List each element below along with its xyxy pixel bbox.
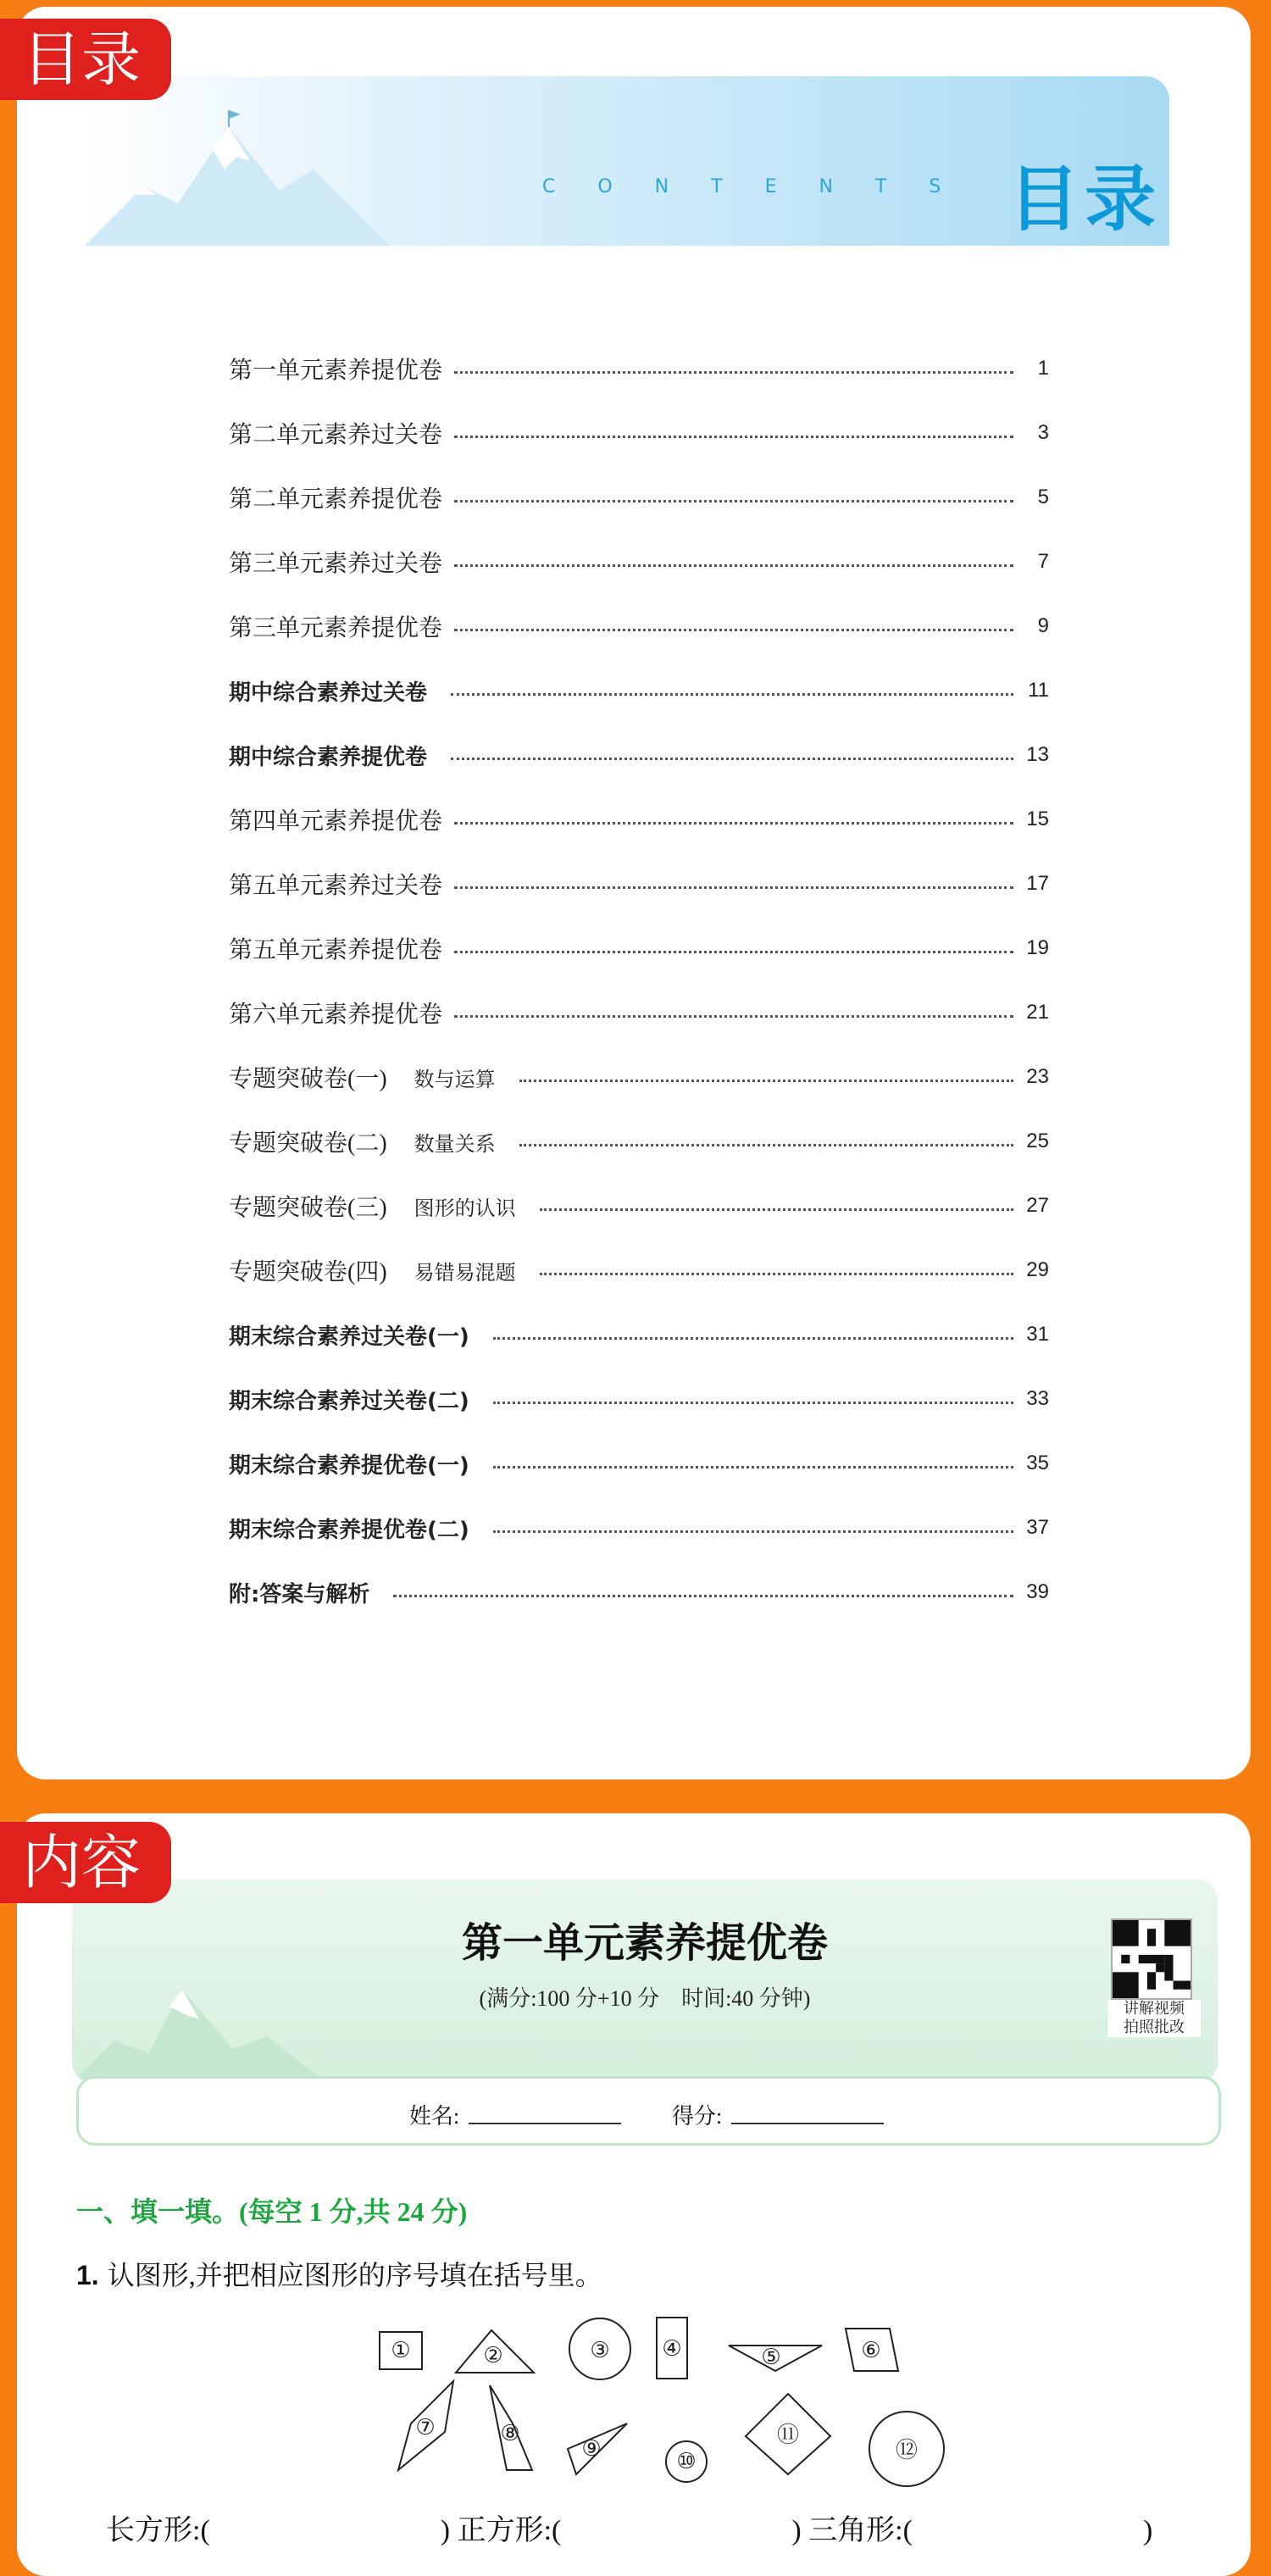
score-label: 得分: <box>672 2104 723 2129</box>
toc-entry[interactable] <box>229 541 1049 583</box>
toc-leader-dots <box>454 629 1013 631</box>
tab-toc: 目录 <box>0 19 171 100</box>
toc-leader-dots <box>454 886 1013 889</box>
toc-leader-dots <box>540 1208 1013 1211</box>
toc-entry[interactable] <box>229 1056 1049 1098</box>
qr-caption <box>1107 2000 1201 2037</box>
toc-leader-dots <box>493 1466 1013 1468</box>
toc-entry[interactable] <box>229 863 1049 905</box>
toc-entry[interactable] <box>229 1378 1049 1420</box>
toc-entry-page: 39 <box>1026 1580 1049 1603</box>
toc-entry[interactable] <box>229 347 1049 390</box>
toc-entry-title: 专题突破卷(一) <box>229 1066 387 1092</box>
toc-leader-dots <box>454 371 1013 374</box>
toc-leader-dots <box>393 1595 1013 1597</box>
paper-title: 第一单元素养提优卷 <box>461 1921 828 1966</box>
toc-entry-title: 第一单元素养提优卷 <box>229 358 443 384</box>
toc-entry[interactable] <box>229 1507 1049 1549</box>
toc-leader-dots <box>493 1337 1013 1340</box>
toc-entry-page: 27 <box>1026 1194 1049 1217</box>
toc-entry[interactable] <box>229 734 1049 776</box>
shape-label: ④ <box>662 2336 682 2362</box>
shape-label: ② <box>483 2343 503 2368</box>
toc-entry-title: 期末综合素养过关卷(二) <box>229 1388 469 1414</box>
shape-label: ⑧ <box>500 2421 520 2446</box>
shape-label: ⑩ <box>676 2449 697 2474</box>
toc-leader-dots <box>454 1015 1013 1018</box>
toc-entry-subtitle: 易错易混题 <box>413 1262 516 1285</box>
answer-line: 长方形:( ) 正方形:( ) 三角形:( ) <box>106 2515 1153 2546</box>
toc-entry[interactable] <box>229 927 1049 969</box>
shape-label: ⑫ <box>895 2438 919 2463</box>
toc-entry-title: 第三单元素养过关卷 <box>229 551 443 577</box>
toc-entry-title: 专题突破卷(四) <box>229 1259 387 1285</box>
qr-code-icon <box>1111 1918 1192 2000</box>
toc-entry-page: 17 <box>1026 872 1049 895</box>
toc-entry-title: 专题突破卷(三) <box>229 1195 387 1221</box>
toc-entry[interactable] <box>229 798 1049 841</box>
toc-leader-dots <box>493 1530 1013 1533</box>
shape-label: ⑪ <box>776 2423 800 2448</box>
shape-label: ⑦ <box>415 2415 436 2440</box>
toc-entry-subtitle: 数量关系 <box>413 1133 496 1156</box>
toc-entry[interactable] <box>229 1313 1049 1356</box>
toc-banner <box>85 76 1169 246</box>
toc-entry-title: 期末综合素养过关卷(一) <box>229 1324 469 1350</box>
toc-leader-dots <box>454 500 1013 502</box>
toc-leader-dots <box>454 822 1013 824</box>
toc-entry[interactable] <box>229 476 1049 519</box>
toc-entry-page: 9 <box>1037 614 1049 637</box>
toc-entry-page: 19 <box>1026 936 1049 959</box>
toc-entry[interactable] <box>229 605 1049 647</box>
toc-entry-title: 第五单元素养过关卷 <box>229 873 443 899</box>
toc-entry-page: 29 <box>1026 1258 1049 1281</box>
toc-leader-dots <box>519 1144 1013 1146</box>
name-score-bar <box>76 2076 1221 2146</box>
shape-label: ③ <box>590 2338 610 2363</box>
shape-label: ⑥ <box>861 2338 881 2363</box>
toc-entry-title: 第二单元素养过关卷 <box>229 422 443 448</box>
toc-entry-page: 31 <box>1026 1323 1049 1346</box>
tab-content: 内容 <box>0 1822 171 1903</box>
toc-entry[interactable] <box>229 412 1049 454</box>
toc-entry-page: 37 <box>1026 1516 1049 1539</box>
question-number: 1. <box>76 2260 99 2290</box>
mountain-illustration <box>85 110 441 246</box>
toc-entry-page: 23 <box>1026 1065 1049 1088</box>
question-1 <box>76 2254 602 2293</box>
toc-leader-dots <box>451 693 1013 696</box>
toc-entry-title: 第二单元素养提优卷 <box>229 486 443 513</box>
paper-meta: (满分:100 分+10 分 时间:40 分钟) <box>479 1986 811 2011</box>
toc-entry[interactable] <box>229 1249 1049 1291</box>
shapes-figure <box>364 2313 957 2491</box>
toc-entry-page: 7 <box>1037 550 1049 573</box>
toc-entry-title: 第四单元素养提优卷 <box>229 808 443 835</box>
qr-caption-line-1: 讲解视频 <box>1124 2000 1185 2018</box>
toc-leader-dots <box>454 951 1013 953</box>
toc-entry[interactable] <box>229 1120 1049 1163</box>
toc-entry-page: 35 <box>1026 1452 1049 1474</box>
toc-entry-title: 期末综合素养提优卷(一) <box>229 1452 469 1479</box>
toc-entry-page: 33 <box>1026 1387 1049 1410</box>
contents-label: CONTENTS <box>542 176 984 197</box>
section-heading: 一、填一填。(每空 1 分,共 24 分) <box>76 2196 468 2227</box>
toc-entry[interactable] <box>229 991 1049 1034</box>
toc-entry[interactable] <box>229 1442 1049 1485</box>
toc-entry[interactable] <box>229 669 1049 712</box>
toc-entry-page: 13 <box>1026 743 1049 766</box>
shape-label: ⑨ <box>581 2436 602 2462</box>
toc-entry-title: 第六单元素养提优卷 <box>229 1002 443 1028</box>
toc-entry-title: 专题突破卷(二) <box>229 1130 387 1157</box>
toc-entry-title: 期末综合素养提优卷(二) <box>229 1517 469 1543</box>
toc-leader-dots <box>454 436 1013 438</box>
toc-leader-dots <box>540 1273 1013 1275</box>
toc-entry-page: 15 <box>1026 808 1049 830</box>
toc-entry-page: 25 <box>1026 1130 1049 1152</box>
name-field[interactable] <box>469 2123 621 2124</box>
question-text: 认图形,并把相应图形的序号填在括号里。 <box>107 2260 602 2290</box>
toc-entry-title: 第三单元素养提优卷 <box>229 615 443 641</box>
toc-entry[interactable] <box>229 1185 1049 1227</box>
toc-entry-page: 11 <box>1028 679 1049 702</box>
toc-entry-page: 1 <box>1037 357 1049 380</box>
toc-entry-page: 5 <box>1037 486 1049 508</box>
toc-entry-page: 3 <box>1037 421 1049 444</box>
score-field[interactable] <box>731 2123 884 2124</box>
toc-leader-dots <box>493 1402 1013 1404</box>
toc-entry-title: 第五单元素养提优卷 <box>229 937 443 963</box>
shape-label: ① <box>391 2338 411 2363</box>
toc-entry-title: 期中综合素养过关卷 <box>229 680 428 706</box>
qr-caption-line-2: 拍照批改 <box>1124 2018 1185 2036</box>
name-label: 姓名: <box>409 2104 460 2129</box>
toc-leader-dots <box>454 564 1013 567</box>
toc-leader-dots <box>519 1080 1013 1082</box>
toc-entry[interactable] <box>229 1571 1049 1613</box>
toc-leader-dots <box>451 758 1013 760</box>
toc-entry-subtitle: 数与运算 <box>413 1069 496 1091</box>
toc-title: 目录 <box>1008 158 1162 241</box>
paper-header <box>72 1879 1218 2083</box>
shape-label: ⑤ <box>761 2345 781 2370</box>
toc-entry-subtitle: 图形的认识 <box>413 1197 516 1220</box>
toc-entry-title: 附:答案与解析 <box>229 1581 370 1607</box>
toc-entry-title: 期中综合素养提优卷 <box>229 744 428 770</box>
toc-entry-page: 21 <box>1026 1001 1049 1024</box>
